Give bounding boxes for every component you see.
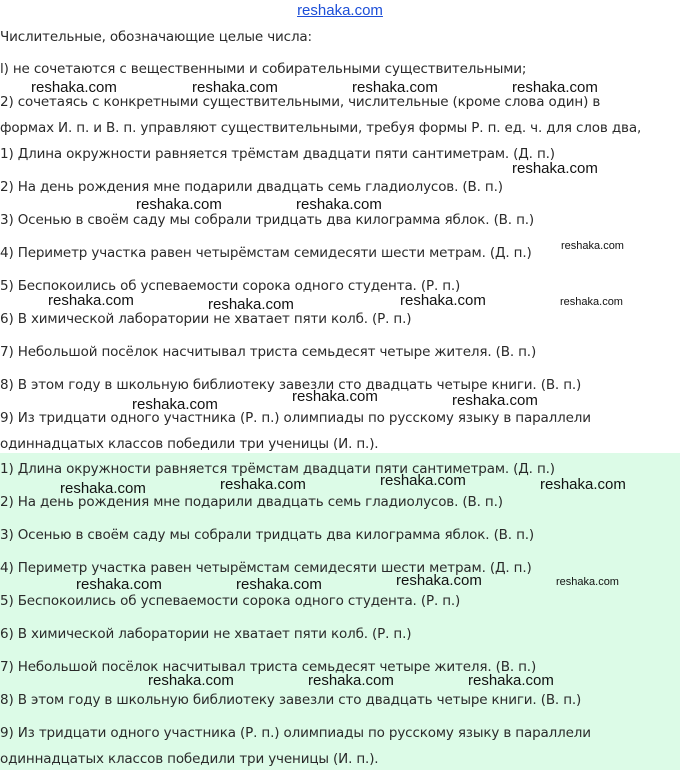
watermark: reshaka.com xyxy=(512,79,598,96)
watermark: reshaka.com xyxy=(380,472,466,489)
watermark: reshaka.com xyxy=(292,388,378,405)
watermark: reshaka.com xyxy=(540,476,626,493)
watermark: reshaka.com xyxy=(400,292,486,309)
watermark: reshaka.com xyxy=(296,196,382,213)
answer-sentence-8: 8) В этом году в школьную библиотеку завезли сто двадцать четыре книги. (В. п.) xyxy=(0,692,582,708)
watermark: reshaka.com xyxy=(512,160,598,177)
watermark: reshaka.com xyxy=(48,292,134,309)
watermark: reshaka.com xyxy=(236,576,322,593)
task-sentence-3: 3) Осенью в своём саду мы собрали тридцать два килограмма яблок. (В. п.) xyxy=(0,212,535,228)
watermark: reshaka.com xyxy=(208,296,294,313)
watermark: reshaka.com xyxy=(468,672,554,689)
intro-rule-2-line-2: формах И. п. и В. п. управляют существительными, требуя формы Р. п. ед. ч. для слов два, xyxy=(0,120,642,136)
answer-sentence-3: 3) Осенью в своём саду мы собрали тридцать два килограмма яблок. (В. п.) xyxy=(0,527,535,543)
answer-sentence-9-line-1: 9) Из тридцати одного участника (Р. п.) олимпиады по русскому языку в параллели xyxy=(0,725,591,741)
watermark: reshaka.com xyxy=(136,196,222,213)
watermark: reshaka.com xyxy=(192,79,278,96)
task-sentence-7: 7) Небольшой посёлок насчитывал триста семьдесят четыре жителя. (В. п.) xyxy=(0,344,537,360)
watermark: reshaka.com xyxy=(561,240,624,252)
answer-sentence-9-line-2: одиннадцатых классов победили три ученицы (И. п.). xyxy=(0,751,379,767)
intro-heading: Числительные, обозначающие целые числа: xyxy=(0,29,312,45)
task-sentence-4: 4) Периметр участка равен четырёмстам семидесяти шести метрам. (Д. п.) xyxy=(0,245,532,261)
task-sentence-5: 5) Беспокоились об успеваемости сорока одного студента. (Р. п.) xyxy=(0,278,461,294)
watermark: reshaka.com xyxy=(560,296,623,308)
watermark: reshaka.com xyxy=(76,576,162,593)
watermark: reshaka.com xyxy=(556,576,619,588)
watermark: reshaka.com xyxy=(31,79,117,96)
answer-sentence-2: 2) На день рождения мне подарили двадцать семь гладиолусов. (В. п.) xyxy=(0,494,503,510)
watermark: reshaka.com xyxy=(396,572,482,589)
task-sentence-6: 6) В химической лаборатории не хватает пяти колб. (Р. п.) xyxy=(0,311,412,327)
watermark: reshaka.com xyxy=(352,79,438,96)
answer-sentence-1: 1) Длина окружности равняется трёмстам двадцати пяти сантиметрам. (Д. п.) xyxy=(0,461,555,477)
watermark: reshaka.com xyxy=(60,480,146,497)
task-sentence-9-line-2: одиннадцатых классов победили три ученицы (И. п.). xyxy=(0,436,379,452)
watermark: reshaka.com xyxy=(308,672,394,689)
task-sentence-1: 1) Длина окружности равняется трёмстам двадцати пяти сантиметрам. (Д. п.) xyxy=(0,146,555,162)
answer-sentence-4: 4) Периметр участка равен четырёмстам семидесяти шести метрам. (Д. п.) xyxy=(0,560,532,576)
watermark: reshaka.com xyxy=(452,392,538,409)
watermark: reshaka.com xyxy=(132,396,218,413)
watermark: reshaka.com xyxy=(148,672,234,689)
answer-sentence-7: 7) Небольшой посёлок насчитывал триста семьдесят четыре жителя. (В. п.) xyxy=(0,659,537,675)
task-sentence-8: 8) В этом году в школьную библиотеку завезли сто двадцать четыре книги. (В. п.) xyxy=(0,377,582,393)
intro-rule-1: l) не сочетаются с вещественными и собирательными существительными; xyxy=(0,61,527,77)
task-sentence-9-line-1: 9) Из тридцати одного участника (Р. п.) олимпиады по русскому языку в параллели xyxy=(0,410,591,426)
site-logo[interactable]: reshaka.com xyxy=(297,2,383,19)
answer-sentence-6: 6) В химической лаборатории не хватает пяти колб. (Р. п.) xyxy=(0,626,412,642)
watermark: reshaka.com xyxy=(220,476,306,493)
answer-sentence-5: 5) Беспокоились об успеваемости сорока одного студента. (Р. п.) xyxy=(0,593,461,609)
intro-rule-2-line-1: 2) сочетаясь с конкретными существительными, числительные (кроме слова один) в xyxy=(0,94,601,110)
task-sentence-2: 2) На день рождения мне подарили двадцать семь гладиолусов. (В. п.) xyxy=(0,179,503,195)
